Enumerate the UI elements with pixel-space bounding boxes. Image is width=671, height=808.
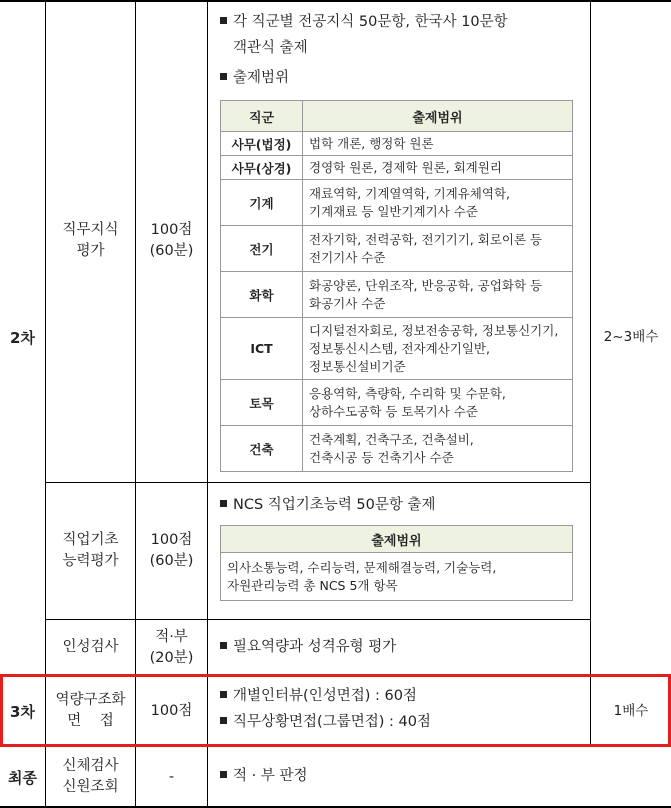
jk-bullet-1: 각 직군별 전공지식 50문항, 한국사 10문항 xyxy=(220,12,508,33)
table-row xyxy=(221,132,573,156)
scope-cell: 화공양론, 단위조작, 반응공학, 공업화학 등 화공기사 수준 xyxy=(303,272,573,318)
scope-cell: 재료역학, 기계열역학, 기계유체역학, 기계재료 등 일반기계기사 수준 xyxy=(303,180,573,226)
field-cell: 건축 xyxy=(221,426,303,472)
table-row xyxy=(221,272,573,318)
bullet-square-icon xyxy=(220,17,227,24)
final-label: 최종 xyxy=(8,768,37,787)
stage2-multiplier: 2~3배수 xyxy=(603,329,659,345)
scope-cell: 건축계획, 건축구조, 건축설비, 건축시공 등 건축기사 수준 xyxy=(303,426,573,472)
table-row xyxy=(221,180,573,226)
stage2-label: 2차 xyxy=(10,329,35,347)
bullet-square-icon xyxy=(220,771,227,778)
ncs-scope-table xyxy=(220,525,573,601)
interview-name: 역량구조화 면 접 xyxy=(55,692,126,729)
table-row xyxy=(221,226,573,272)
table-row xyxy=(221,553,573,601)
scope-cell: 경영학 원론, 경제학 원론, 회계원리 xyxy=(303,156,573,180)
bullet-square-icon xyxy=(220,73,227,80)
ncs-table-header: 출제범위 xyxy=(221,526,573,553)
table-header-field: 직군 xyxy=(221,101,303,132)
field-cell: 토목 xyxy=(221,380,303,426)
personality-bullet: 필요역량과 성격유형 평가 xyxy=(220,637,396,658)
ncs-score: 100점 (60분) xyxy=(149,532,194,569)
scope-cell: 디지털전자회로, 정보전송공학, 정보통신기기, 정보통신시스템, 전자계산기일반, 정보통신설비기준 xyxy=(303,318,573,380)
table-row xyxy=(221,426,573,472)
interview-score: 100점 xyxy=(150,702,193,719)
final-bullet: 적 · 부 판정 xyxy=(220,766,307,787)
final-name: 신체검사 신원조회 xyxy=(62,758,119,795)
stage3-multiplier: 1배수 xyxy=(613,702,649,719)
bullet-square-icon xyxy=(220,500,227,507)
scope-cell: 응용역학, 측량학, 수리학 및 수문학, 상하수도공학 등 토목기사 수준 xyxy=(303,380,573,426)
table-header-scope: 출제범위 xyxy=(303,101,573,132)
personality-name: 인성검사 xyxy=(62,639,119,655)
exam-scope-table xyxy=(220,100,573,472)
bullet-square-icon xyxy=(220,642,227,649)
field-cell: 화학 xyxy=(221,272,303,318)
table-row xyxy=(221,156,573,180)
field-cell: 사무(상경) xyxy=(221,156,303,180)
field-cell: ICT xyxy=(221,318,303,380)
field-cell: 사무(법정) xyxy=(221,132,303,156)
table-row xyxy=(221,380,573,426)
stage3-label: 3차 xyxy=(10,702,35,721)
jk-bullet-2: 출제범위 xyxy=(220,68,289,89)
scope-cell: 전자기학, 전력공학, 전기기기, 회로이론 등 전기기사 수준 xyxy=(303,226,573,272)
final-score: - xyxy=(168,768,175,785)
field-cell: 전기 xyxy=(221,226,303,272)
personality-score: 적·부 (20분) xyxy=(149,628,194,666)
job-knowledge-name: 직무지식 평가 xyxy=(62,222,119,259)
ncs-bullet: NCS 직업기초능력 50문항 출제 xyxy=(220,495,436,516)
stage3-highlight-box xyxy=(0,674,671,747)
job-knowledge-score: 100점 (60분) xyxy=(149,222,194,259)
table-row xyxy=(221,318,573,380)
field-cell: 기계 xyxy=(221,180,303,226)
interview-bullet-1: 개별인터뷰(인성면접) : 60점 xyxy=(220,686,417,707)
scope-cell: 법학 개론, 행정학 원론 xyxy=(303,132,573,156)
interview-bullet-2: 직무상황면접(그룹면접) : 40점 xyxy=(220,712,431,733)
ncs-name: 직업기초 능력평가 xyxy=(62,532,119,569)
jk-bullet-1-cont: 객관식 출제 xyxy=(233,40,308,56)
ncs-scope-cell: 의사소통능력, 수리능력, 문제해결능력, 기술능력, 자원관리능력 총 NCS 5개 항목 xyxy=(221,553,573,601)
